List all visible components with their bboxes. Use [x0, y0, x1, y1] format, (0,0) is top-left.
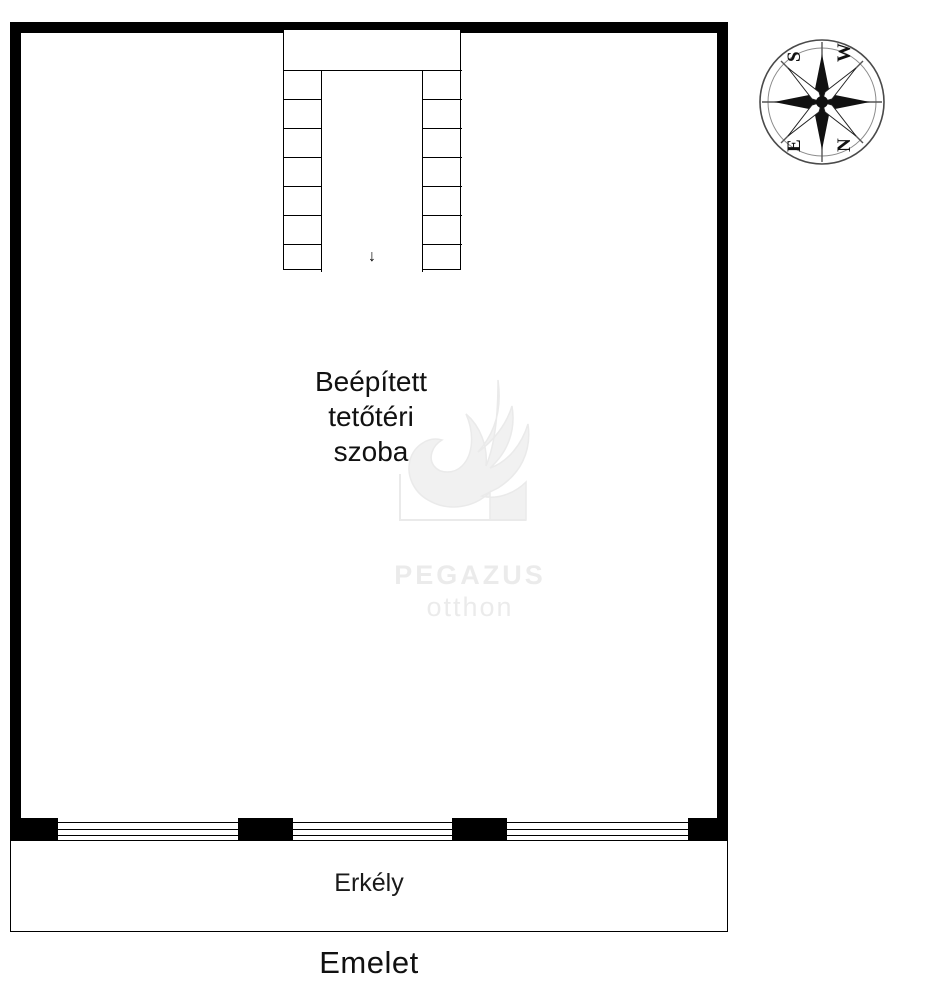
balcony-label: Erkély [334, 869, 404, 897]
stair-landing-well [321, 70, 423, 272]
compass-label-east: E [784, 139, 805, 152]
window-right [507, 822, 688, 836]
window-left [58, 822, 238, 836]
compass-label-north: N [834, 138, 855, 152]
compass-label-south: S [784, 51, 805, 62]
bottom-wall-mid-left-pier [238, 818, 293, 840]
window-center [293, 822, 452, 836]
bottom-wall-mid-right-pier [452, 818, 507, 840]
compass-rose [757, 26, 887, 178]
compass-icon [757, 26, 887, 178]
compass-label-west: W [834, 43, 855, 62]
bottom-wall-right-segment [688, 818, 728, 840]
room-label-line-2: tetőtéri [328, 401, 414, 432]
floor-title: Emelet [319, 945, 419, 980]
stair-direction-arrow-icon: ↓ [368, 248, 376, 265]
watermark-brand-top: PEGAZUS [394, 560, 546, 590]
bottom-wall-left-segment [10, 818, 58, 840]
room-label [256, 364, 486, 469]
room-label-line-1: Beépített [314, 366, 428, 397]
staircase [283, 29, 461, 270]
watermark-brand-bottom: otthon [426, 592, 514, 622]
room-label-line-3: szoba [333, 436, 409, 467]
balcony-area [10, 840, 728, 932]
